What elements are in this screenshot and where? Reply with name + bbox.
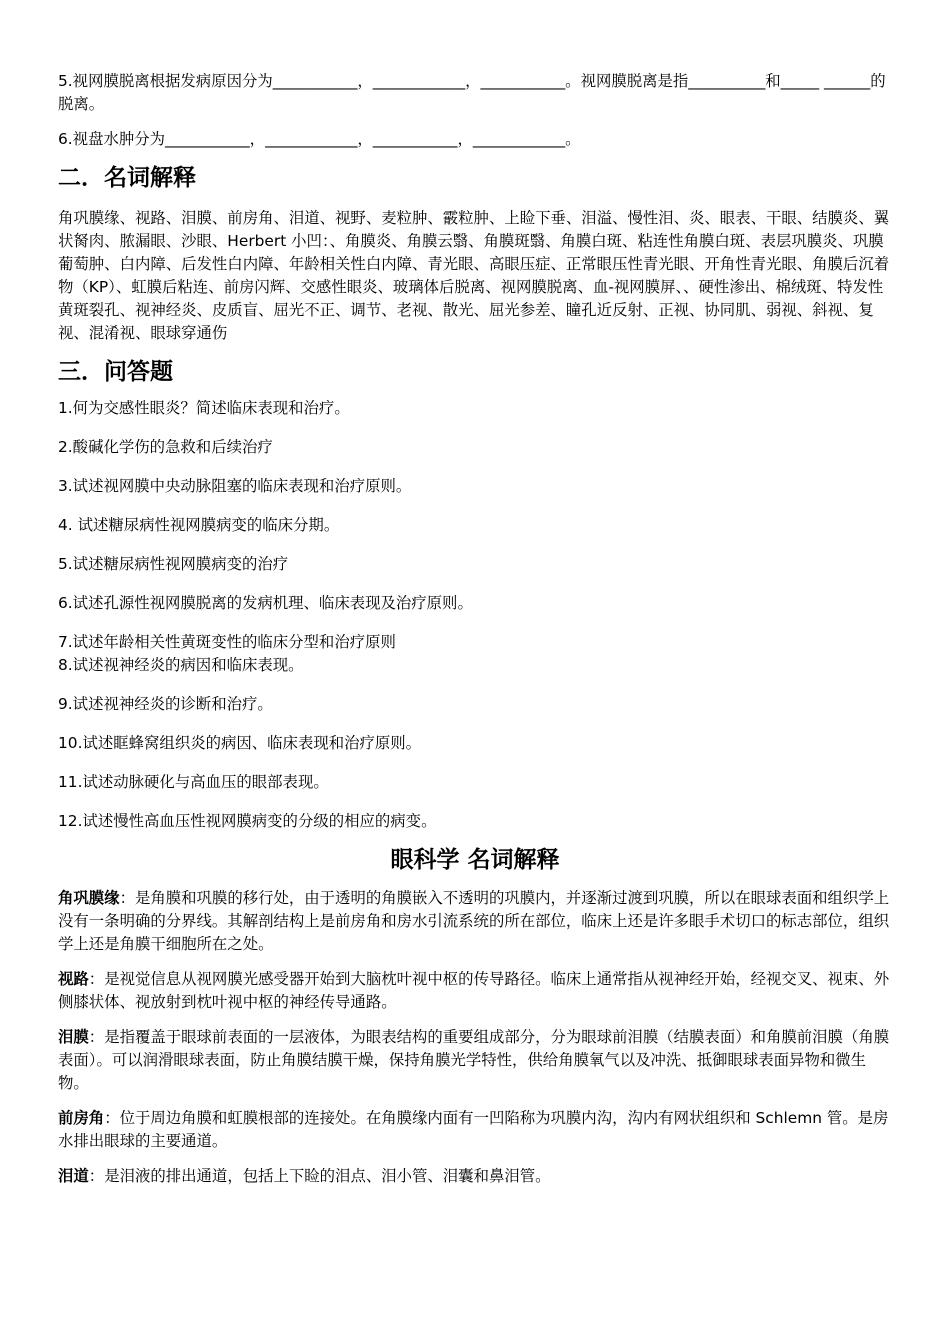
- glossary-entry: [58, 1107, 892, 1153]
- glossary-definition: ：是指覆盖于眼球前表面的一层液体，为眼表结构的重要组成部分，分为眼球前泪膜（结膜表面）和角膜前泪膜（角膜表面）。可以润滑眼球表面，防止角膜结膜干燥，保持角膜光学特性，供给角膜氧气以及冲洗、抵御眼球表面异物和微生物。: [58, 1028, 890, 1092]
- glossary-title: 眼科学 名词解释: [390, 847, 560, 873]
- question-item: 10.试述眶蜂窝组织炎的病因、临床表现和治疗原则。: [58, 734, 422, 752]
- glossary-definition: ：位于周边角膜和虹膜根部的连接处。在角膜缘内面有一凹陷称为巩膜内沟，沟内有网状组织和 Schlemn 管。是房水排出眼球的主要通道。: [58, 1109, 889, 1150]
- question-item: 4. 试述糖尿病性视网膜病变的临床分期。: [58, 516, 340, 534]
- question-item: 2.酸碱化学伤的急救和后续治疗: [58, 438, 273, 456]
- question-item: 3.试述视网膜中央动脉阻塞的临床表现和治疗原则。: [58, 477, 412, 495]
- glossary-definition: ：是角膜和巩膜的移行处，由于透明的角膜嵌入不透明的巩膜内，并逐渐过渡到巩膜，所以在眼球表面和组织学上没有一条明确的分界线。其解剖结构上是前房角和房水引流系统的所在部位，临床上还是许多眼手术切口的标志部位，组织学上还是角膜干细胞所在之处。: [58, 889, 890, 953]
- section-3-heading: 三．问答题: [58, 359, 173, 385]
- glossary-entry: [58, 887, 892, 956]
- glossary-definition: ：是视觉信息从视网膜光感受器开始到大脑枕叶视中枢的传导路径。临床上通常指从视神经开始，经视交叉、视束、外侧膝状体、视放射到枕叶视中枢的神经传导通路。: [58, 970, 890, 1011]
- question-item: 1.何为交感性眼炎？简述临床表现和治疗。: [58, 399, 350, 417]
- section-2-heading: 二．名词解释: [58, 165, 196, 191]
- glossary-entry: [58, 1165, 892, 1188]
- glossary-term: 视路: [58, 970, 89, 988]
- question-item: 6.试述孔源性视网膜脱离的发病机理、临床表现及治疗原则。: [58, 594, 473, 612]
- fill-in-question-5: 5.视网膜脱离根据发病原因分为___________，____________，___________。视网膜脱离是指__________和_____ ______的脱离。: [58, 72, 886, 113]
- terms-list: 角巩膜缘、视路、泪膜、前房角、泪道、视野、麦粒肿、霰粒肿、上睑下垂、泪溢、慢性泪、炎、眼表、干眼、结膜炎、翼状胬肉、脓漏眼、沙眼、Herbert 小凹：、角膜炎、角膜云翳、角膜斑翳、角膜白斑、粘连性角膜白斑、表层巩膜炎、巩膜葡萄肿、白内障、后发性白内障、年龄相关性白内障、青光眼、高眼压症、正常眼压性青光眼、开角性青光眼、角膜后沉着物（KP）、虹膜后粘连、前房闪辉、交感性眼炎、玻璃体后脱离、视网膜脱离、血-视网膜屏、、硬性渗出、棉绒斑、特发性黄斑裂孔、视神经炎、皮质盲、屈光不正、调节、老视、散光、屈光参差、瞳孔近反射、正视、协同肌、弱视、斜视、复视、混淆视、眼球穿通伤: [58, 209, 890, 342]
- glossary-definition: ：是泪液的排出通道，包括上下睑的泪点、泪小管、泪囊和鼻泪管。: [88, 1167, 551, 1185]
- question-item: 12.试述慢性高血压性视网膜病变的分级的相应的病变。: [58, 812, 437, 830]
- question-item: 9.试述视神经炎的诊断和治疗。: [58, 695, 273, 713]
- glossary-list: [58, 887, 892, 1188]
- question-item: 11.试述动脉硬化与高血压的眼部表现。: [58, 773, 329, 791]
- question-list: [58, 397, 892, 833]
- glossary-term: 泪道: [58, 1167, 89, 1185]
- question-item: 5.试述糖尿病性视网膜病变的治疗: [58, 555, 289, 573]
- glossary-term: 角巩膜缘: [58, 889, 120, 907]
- question-item: 7.试述年龄相关性黄斑变性的临床分型和治疗原则: [58, 633, 396, 651]
- glossary-term: 泪膜: [58, 1028, 89, 1046]
- question-item: 8.试述视神经炎的病因和临床表现。: [58, 656, 304, 674]
- glossary-entry: [58, 1026, 892, 1095]
- glossary-entry: [58, 968, 892, 1014]
- fill-in-question-6: 6.视盘水肿分为___________，____________，___________，____________。: [58, 130, 581, 148]
- glossary-term: 前房角: [58, 1109, 105, 1127]
